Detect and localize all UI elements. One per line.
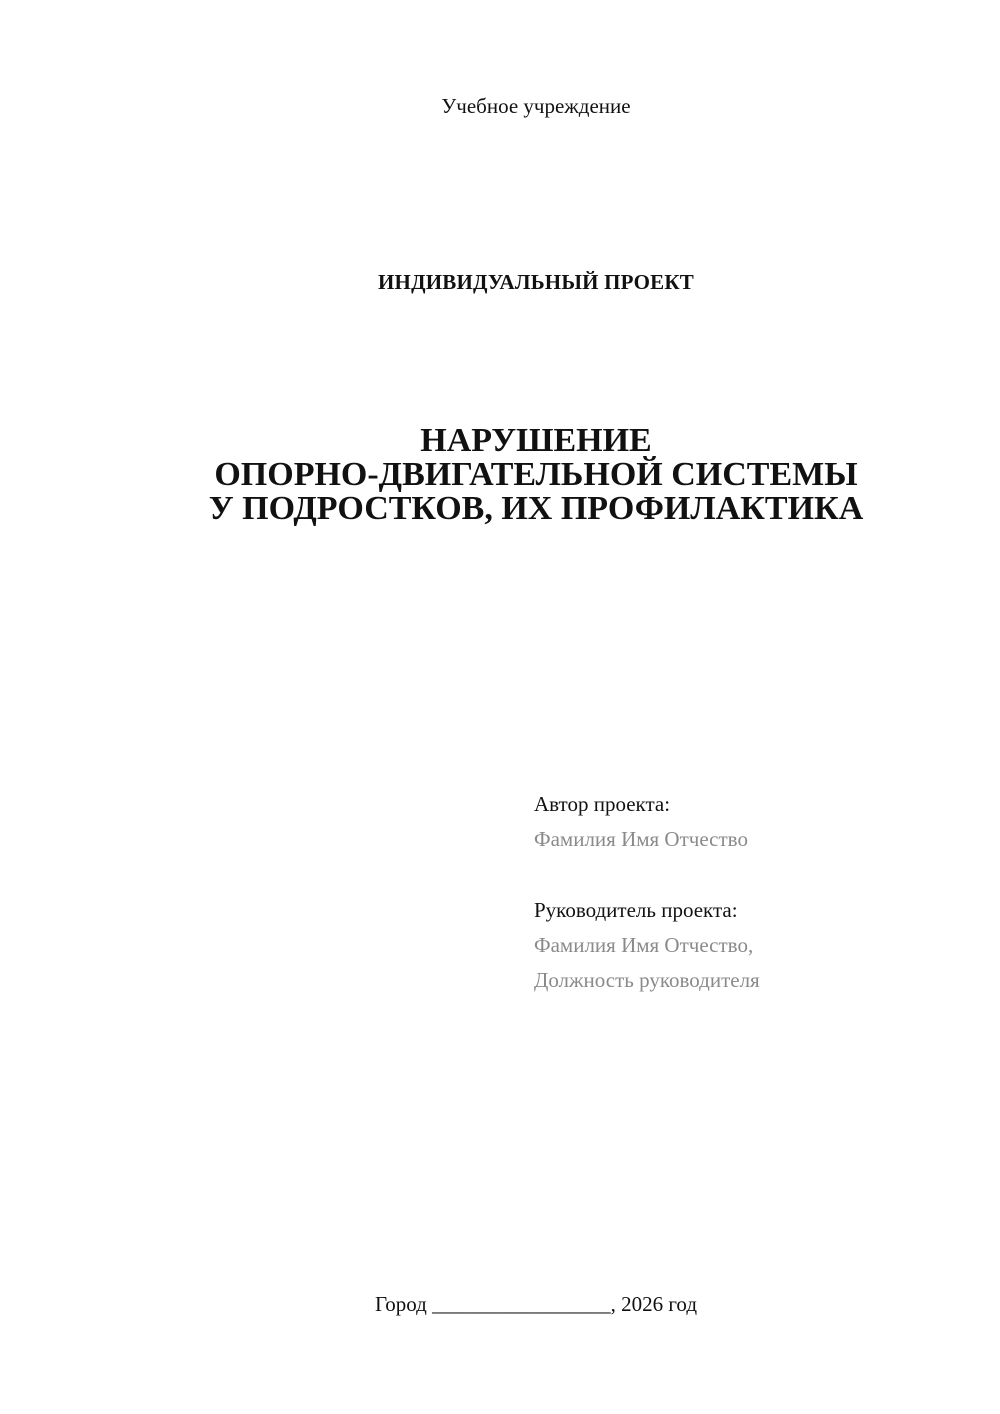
author-label: Автор проекта: [534, 792, 671, 816]
author-name: Фамилия Имя Отчество [534, 827, 748, 851]
title-line-3: У ПОДРОСТКОВ, ИХ ПРОФИЛАКТИКА [208, 490, 864, 527]
supervisor-name: Фамилия Имя Отчество, [534, 933, 754, 957]
project-info-block [534, 787, 974, 998]
city-label: Город [374, 1292, 427, 1316]
title-line-1: НАРУШЕНИЕ [420, 422, 652, 459]
city-year-line [0, 1290, 1000, 1318]
city-blank: _________________ [432, 1292, 611, 1316]
supervisor-position: Должность руководителя [534, 968, 760, 992]
year-label: , 2026 год [610, 1292, 698, 1316]
supervisor-label: Руководитель проекта: [534, 898, 738, 922]
info-spacer [534, 857, 974, 893]
title-line-2: ОПОРНО-ДВИГАТЕЛЬНОЙ СИСТЕМЫ [214, 456, 858, 493]
institution-name: Учебное учреждение [441, 94, 631, 118]
document-type: ИНДИВИДУАЛЬНЫЙ ПРОЕКТ [378, 270, 694, 294]
project-title [0, 424, 1000, 526]
